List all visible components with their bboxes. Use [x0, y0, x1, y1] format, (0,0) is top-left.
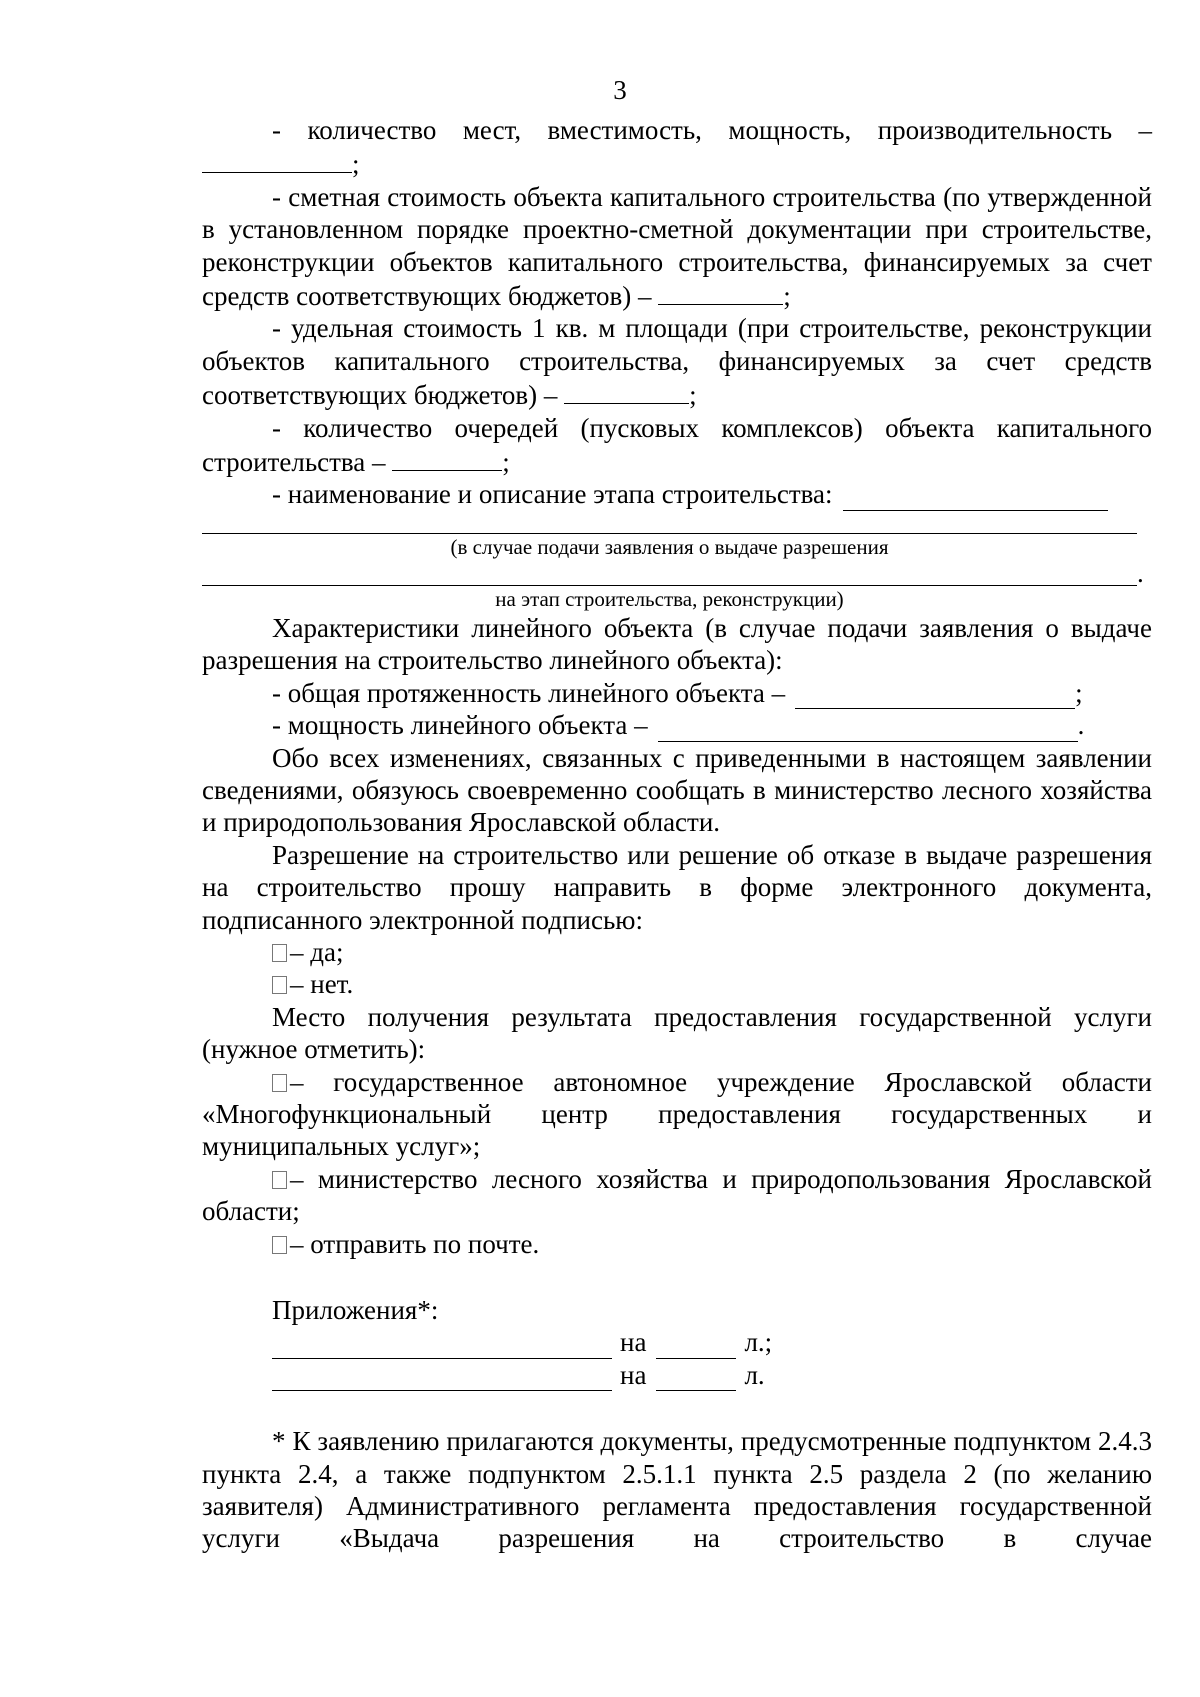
place-mail-option	[202, 1228, 1152, 1260]
unit-cost-field[interactable]	[564, 377, 689, 404]
attachment-unit-label: л.;	[744, 1327, 773, 1358]
electronic-no-option	[202, 968, 1152, 1000]
spacer	[202, 1391, 1152, 1425]
place-mfc-label: – государственное автономное учреждение Ярославской области «Многофункциональный центр предоставления государственных и муниципальных услуг»;	[202, 1066, 1152, 1162]
capacity-end: ;	[352, 149, 360, 180]
attachment-pages-field[interactable]	[656, 1364, 736, 1391]
cost-label: - сметная стоимость объекта капитального строительства (по утвержденной в установленном порядке проектно-сметной документации при строительстве, реконструкции объектов капитального строительства, финансируемых за счет средств соответствующих бюджетов) –	[202, 181, 1152, 312]
electronic-yes-label: – да;	[290, 936, 344, 967]
linear-power-label: - мощность линейного объекта –	[272, 710, 648, 741]
footnote: * К заявлению прилагаются документы, предусмотренные подпунктом 2.4.3 пункта 2.4, а также подпунктом 2.5.1.1 пункта 2.5 раздела 2 (по желанию заявителя) Административного регламента предоставления государственной услуги «Выдача разрешения на строительство в случае	[202, 1426, 1152, 1554]
unit-cost-label: - удельная стоимость 1 кв. м площади (при строительстве, реконструкции объектов капитального строительства, финансируемых за счет средств соответствующих бюджетов) –	[202, 313, 1152, 411]
stage-end: .	[1137, 557, 1144, 588]
attachments-title: Приложения*:	[272, 1295, 439, 1325]
cost-item	[202, 181, 1152, 313]
checkbox-mail[interactable]	[272, 1236, 287, 1254]
capacity-field[interactable]	[202, 146, 352, 173]
electronic-paragraph: Разрешение на строительство или решение об отказе в выдаче разрешения на строительство прошу направить в форме электронного документа, подписанного электронной подписью:	[202, 839, 1152, 935]
linear-length-end: ;	[1075, 677, 1083, 708]
electronic-no-label: – нет.	[290, 969, 354, 1000]
cost-field[interactable]	[658, 278, 783, 305]
stage-item	[202, 478, 1152, 510]
linear-power-item	[202, 709, 1152, 741]
checkbox-no[interactable]	[272, 976, 287, 994]
linear-intro: Характеристики линейного объекта (в случае подачи заявления о выдаче разрешения на строительство линейного объекта):	[202, 612, 1152, 676]
place-intro: Место получения результата предоставления государственной услуги (нужное отметить):	[202, 1001, 1152, 1065]
attachment-on-label: на	[620, 1327, 647, 1358]
linear-length-field[interactable]	[795, 682, 1075, 709]
stage-caption-1: (в случае подачи заявления о выдаче разрешения	[450, 534, 889, 559]
electronic-yes-option	[202, 936, 1152, 968]
linear-length-item	[202, 677, 1152, 709]
checkbox-yes[interactable]	[272, 944, 287, 962]
page-number: 3	[613, 75, 627, 105]
place-ministry-label: – министерство лесного хозяйства и природопользования Ярославской области;	[202, 1163, 1152, 1227]
place-mfc-option	[202, 1066, 1152, 1163]
queues-label: - количество очередей (пусковых комплексов) объекта капитального строительства –	[202, 412, 1152, 478]
queues-field[interactable]	[392, 444, 502, 471]
cost-end: ;	[783, 281, 791, 312]
queues-item	[202, 412, 1152, 479]
stage-field-3[interactable]	[202, 567, 1137, 586]
attachment-name-field[interactable]	[272, 1364, 612, 1391]
place-ministry-option	[202, 1163, 1152, 1228]
capacity-label: - количество мест, вместимость, мощность, производительность –	[272, 115, 1152, 145]
attachment-row	[202, 1326, 1152, 1358]
attachment-pages-field[interactable]	[656, 1332, 736, 1359]
attachment-unit-label: л.	[744, 1359, 765, 1390]
capacity-item	[202, 114, 1152, 146]
capacity-blank-line	[202, 146, 1152, 180]
linear-power-field[interactable]	[658, 715, 1078, 742]
unit-cost-end: ;	[689, 380, 697, 411]
attachment-on-label: на	[620, 1359, 647, 1390]
checkbox-ministry[interactable]	[272, 1171, 287, 1189]
linear-power-end: .	[1077, 710, 1085, 741]
unit-cost-item	[202, 312, 1152, 411]
notify-paragraph: Обо всех изменениях, связанных с приведенными в настоящем заявлении сведениями, обязуюсь своевременно сообщать в министерство лесного хозяйства и природопользования Ярославской области.	[202, 742, 1152, 838]
place-mail-label: – отправить по почте.	[290, 1228, 540, 1259]
document-body	[202, 114, 1152, 1555]
linear-length-label: - общая протяженность линейного объекта –	[272, 677, 786, 708]
attachment-row	[202, 1359, 1152, 1391]
spacer	[202, 1260, 1152, 1294]
stage-caption-2: на этап строительства, реконструкции)	[495, 586, 844, 611]
stage-field-2[interactable]	[202, 515, 1137, 534]
attachment-name-field[interactable]	[272, 1332, 612, 1359]
stage-field-3-line	[202, 557, 1152, 588]
stage-field-1[interactable]	[843, 484, 1108, 511]
queues-end: ;	[502, 447, 510, 478]
checkbox-mfc[interactable]	[272, 1074, 287, 1092]
stage-label: - наименование и описание этапа строительства:	[272, 479, 833, 510]
